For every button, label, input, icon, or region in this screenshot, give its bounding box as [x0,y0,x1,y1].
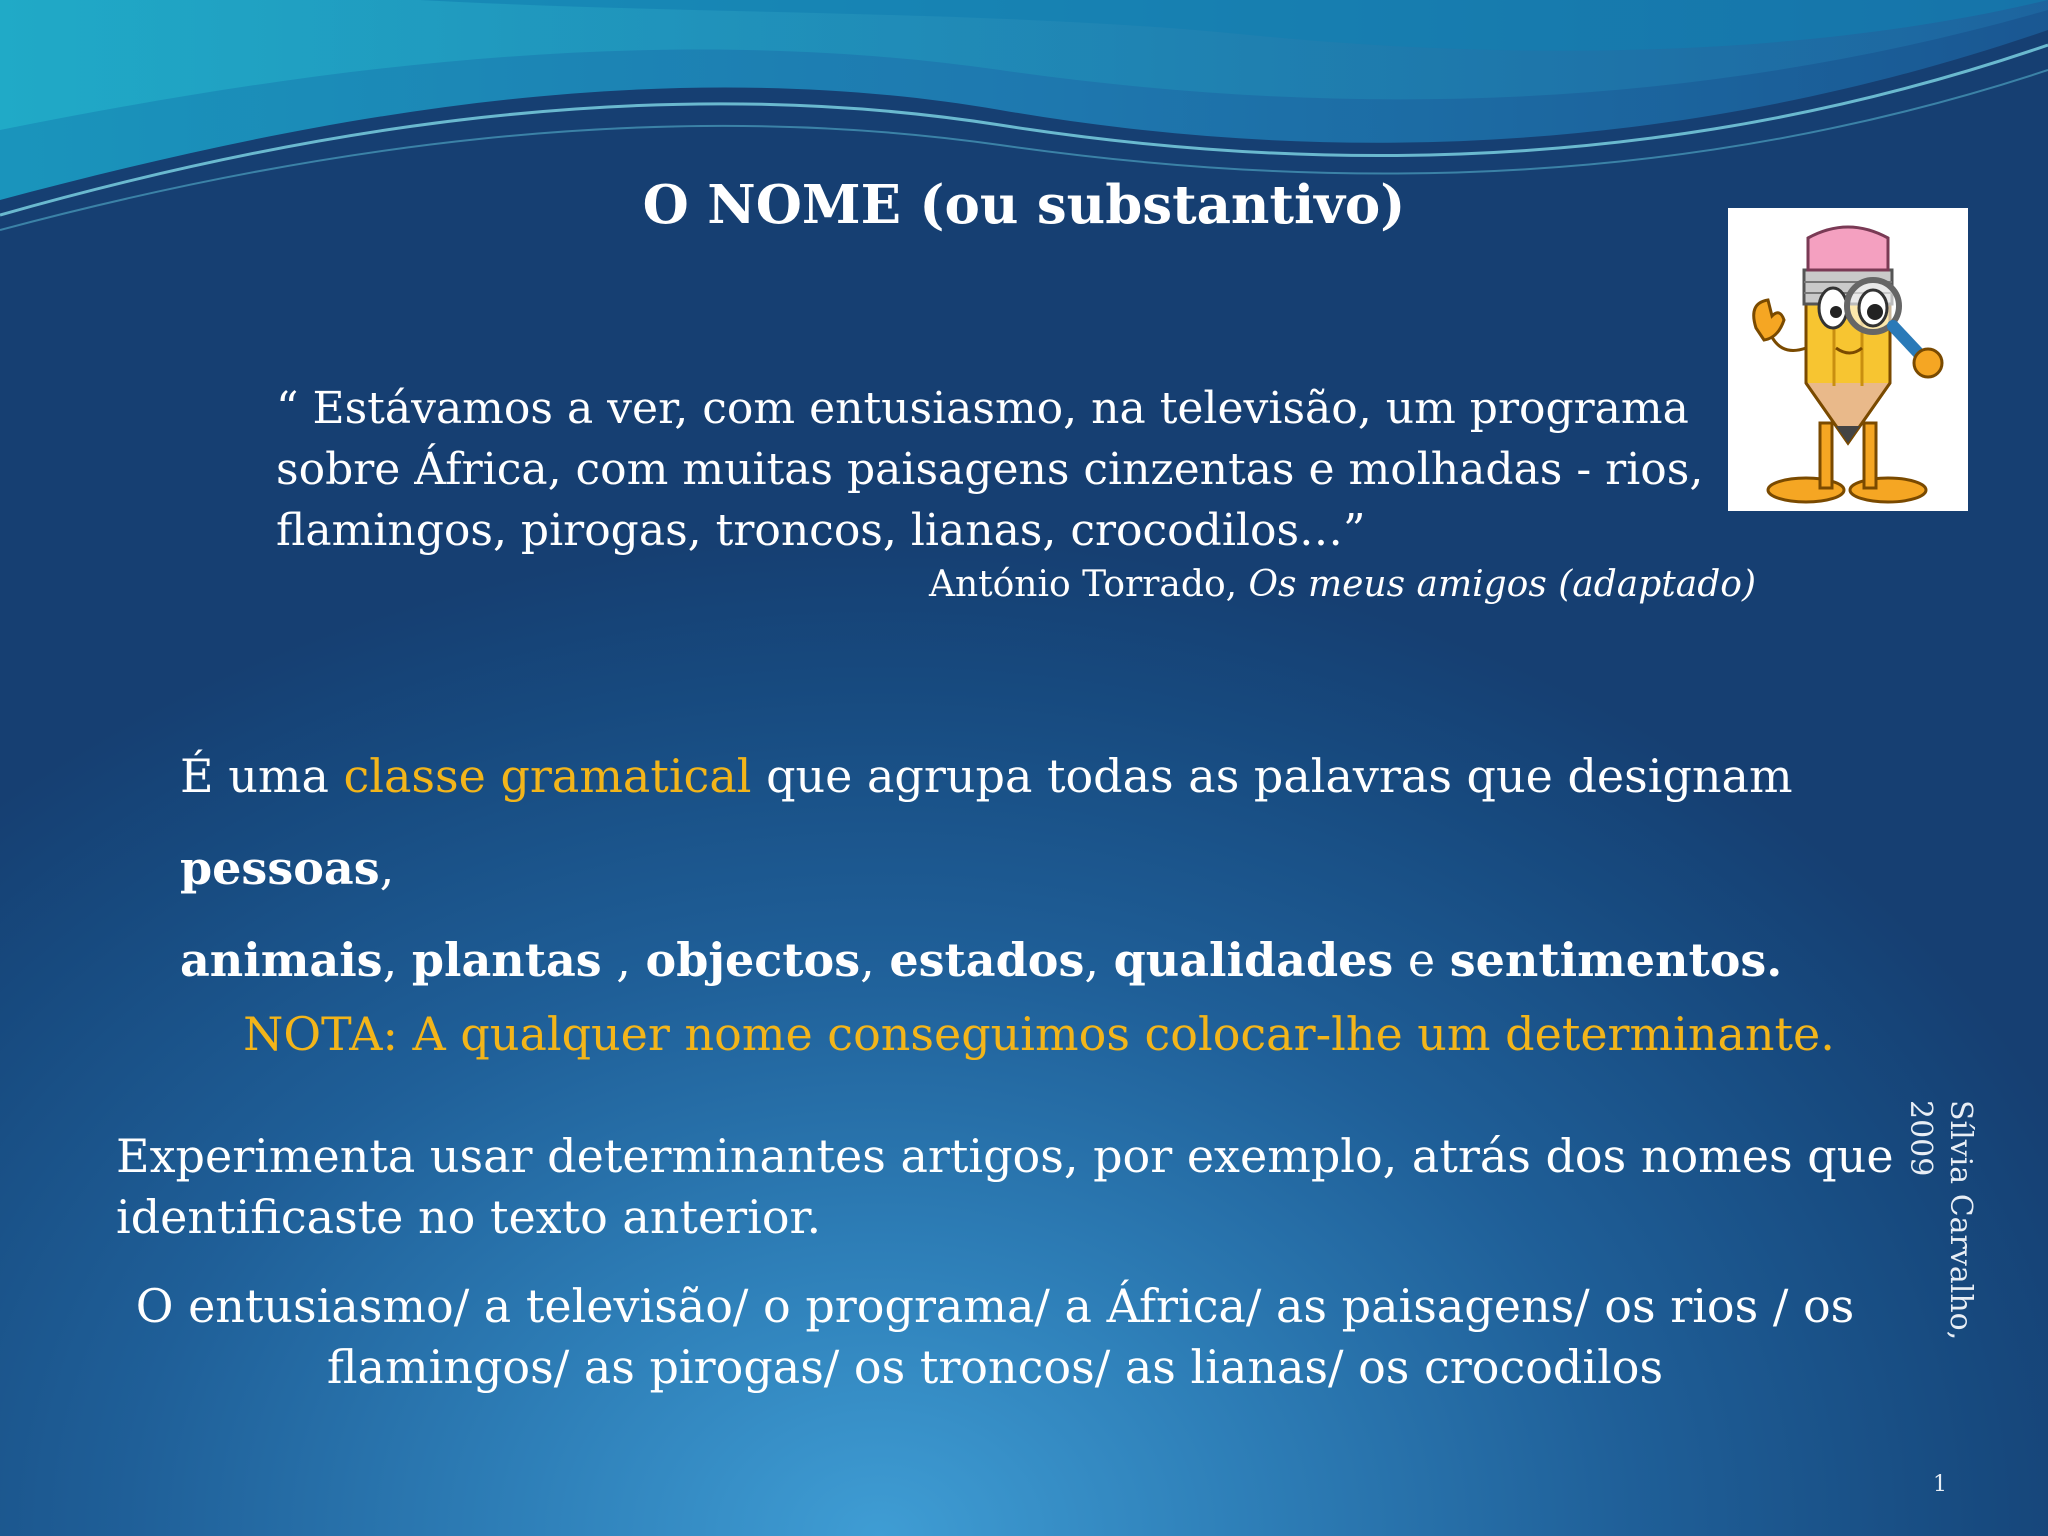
quote-attribution [900,560,1756,610]
definition-fragment: É uma [180,749,344,803]
attribution-author: António Torrado, [928,564,1249,605]
definition-fragment: , [382,933,412,987]
pencil-magnifier-cartoon-icon [1728,208,1968,511]
quote [276,378,1716,561]
definition-fragment: , [601,933,646,987]
instruction-line: Experimenta usar determinantes artigos, por exemplo, atrás dos nomes que [116,1129,1894,1183]
term-animais: animais [180,933,383,987]
definition-fragment: que agrupa todas as palavras que designam [751,749,1793,803]
page-number: 1 [1933,1472,1947,1497]
examples-line: flamingos/ as pirogas/ os troncos/ as lianas/ os crocodilos [326,1340,1664,1394]
term-estados: estados [889,933,1085,987]
term-pessoas: pessoas [180,841,380,895]
quote-line: sobre África, com muitas paisagens cinzentas e molhadas - rios, [276,444,1704,495]
note-text: NOTA: A qualquer nome conseguimos colocar-lhe um determinante. [243,1007,1835,1061]
examples-line: O entusiasmo/ a televisão/ o programa/ a África/ as paisagens/ os rios / os [135,1279,1855,1333]
definition-fragment: , [1084,933,1114,987]
definition-fragment: , [379,841,395,895]
slide-title: O NOME (ou substantivo) [642,174,1406,236]
term-qualidades: qualidades [1113,933,1394,987]
author-credit: Sílvia Carvalho, 2009 [1903,1100,1978,1341]
attribution-work: Os meus amigos (adaptado) [1248,564,1756,605]
term-objectos: objectos [645,933,861,987]
definition-text [180,730,1980,1006]
instruction-line: identificaste no texto anterior. [116,1190,822,1244]
highlight-classe-gramatical: classe gramatical [343,749,752,803]
instruction-text [116,1126,1916,1248]
definition-line-2 [180,914,1980,1006]
term-sentimentos: sentimentos. [1449,933,1783,987]
examples-text [130,1276,1860,1398]
definition-fragment: , [860,933,890,987]
definition-line-1 [180,730,1980,914]
quote-line: flamingos, pirogas, troncos, lianas, crocodilos…” [276,505,1366,556]
term-plantas: plantas [411,933,602,987]
quote-line: “ Estávamos a ver, com entusiasmo, na televisão, um programa [276,383,1689,434]
definition-fragment: e [1393,933,1450,987]
